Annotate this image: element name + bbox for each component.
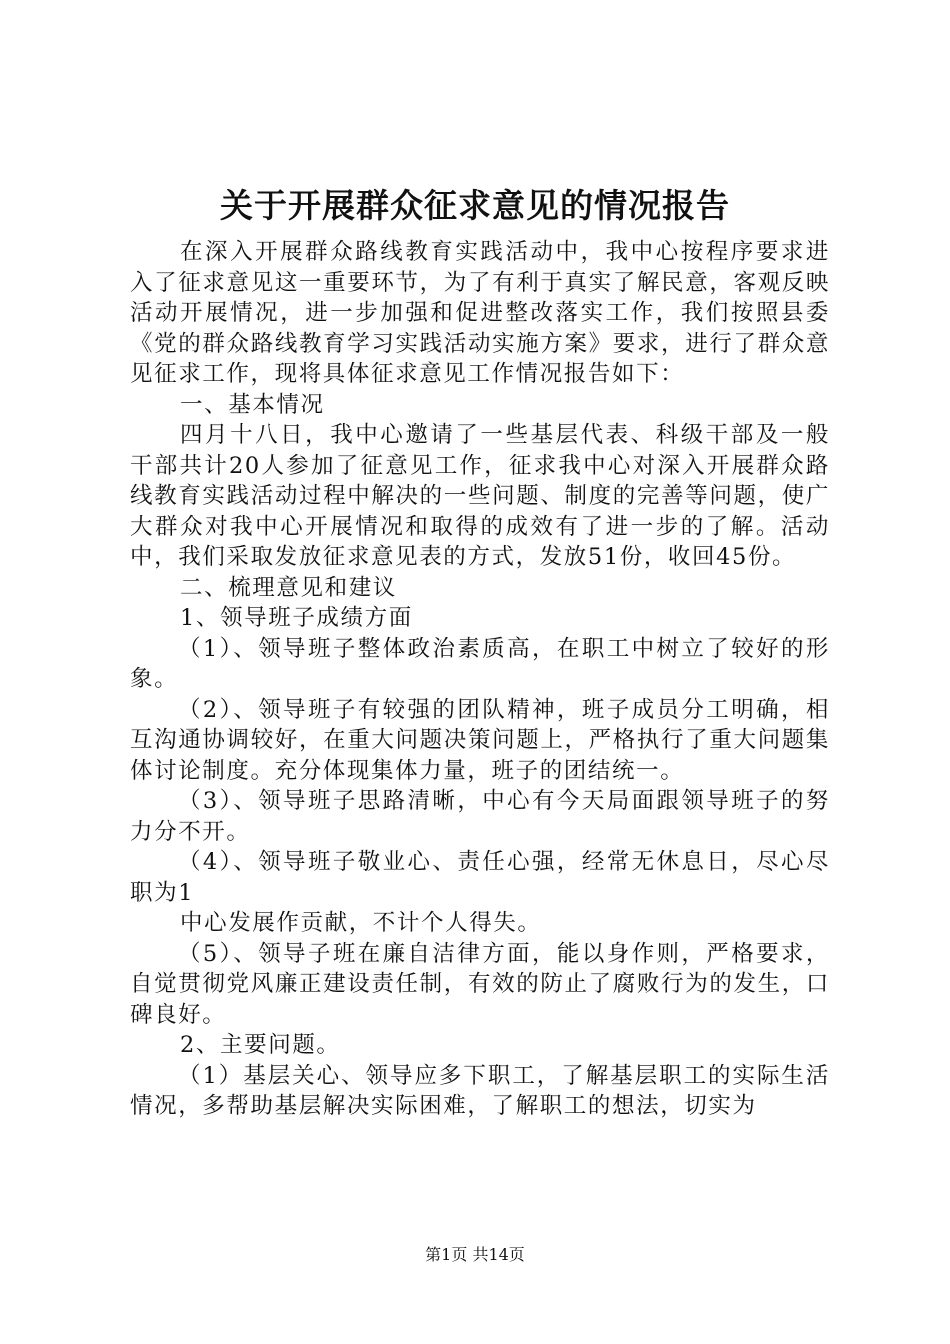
- achievement-item-4: （4）、领导班子敬业心、责任心强，经常无休息日，尽心尽职为1: [130, 849, 830, 906]
- subsection-heading-problems: 2、主要问题。: [180, 1032, 341, 1058]
- basic-situation-paragraph: 四月十八日，我中心邀请了一些基层代表、科级干部及一般干部共计20人参加了征意见工作，征求我中心对深入开展群众路线教育实践活动过程中解决的一些问题、制度的完善等问题，使广大群众对我中心开展情况和取得的成效有了进一步的了解。活动中，我们采取发放征求意见表的方式，发放51份，收回45份。: [130, 422, 830, 570]
- intro-paragraph: 在深入开展群众路线教育实践活动中，我中心按程序要求进入了征求意见这一重要环节，为了有利于真实了解民意，客观反映活动开展情况，进一步加强和促进整改落实工作，我们按照县委《党的群众路线教育学习实践活动实施方案》要求，进行了群众意见征求工作，现将具体征求意见工作情况报告如下：: [130, 239, 830, 387]
- achievement-item-1: （1）、领导班子整体政治素质高，在职工中树立了较好的形象。: [130, 635, 830, 692]
- achievement-item-3: （3）、领导班子思路清晰，中心有今天局面跟领导班子的努力分不开。: [130, 788, 830, 845]
- page-number-footer: 第1页 共14页: [425, 1245, 525, 1264]
- document-body: [130, 237, 830, 1122]
- achievement-item-4-continued: 中心发展作贡献，不计个人得失。: [180, 910, 542, 936]
- section-heading-basic: 一、基本情况: [180, 391, 325, 418]
- problem-item-1: （1）基层关心、领导应多下职工，了解基层职工的实际生活情况，多帮助基层解决实际困难，了解职工的想法，切实为: [130, 1062, 830, 1119]
- achievement-item-5: （5）、领导子班在廉自洁律方面，能以身作则，严格要求，自觉贯彻党风廉正建设责任制，有效的防止了腐败行为的发生，口碑良好。: [130, 940, 830, 1028]
- subsection-heading-achievements: 1、领导班子成绩方面: [180, 605, 413, 631]
- achievement-item-2: （2）、领导班子有较强的团队精神，班子成员分工明确，相互沟通协调较好，在重大问题决策问题上，严格执行了重大问题集体讨论制度。充分体现集体力量，班子的团结统一。: [130, 696, 830, 784]
- section-heading-opinions: 二、梳理意见和建议: [180, 574, 397, 601]
- document-title: 关于开展群众征求意见的情况报告: [220, 186, 730, 225]
